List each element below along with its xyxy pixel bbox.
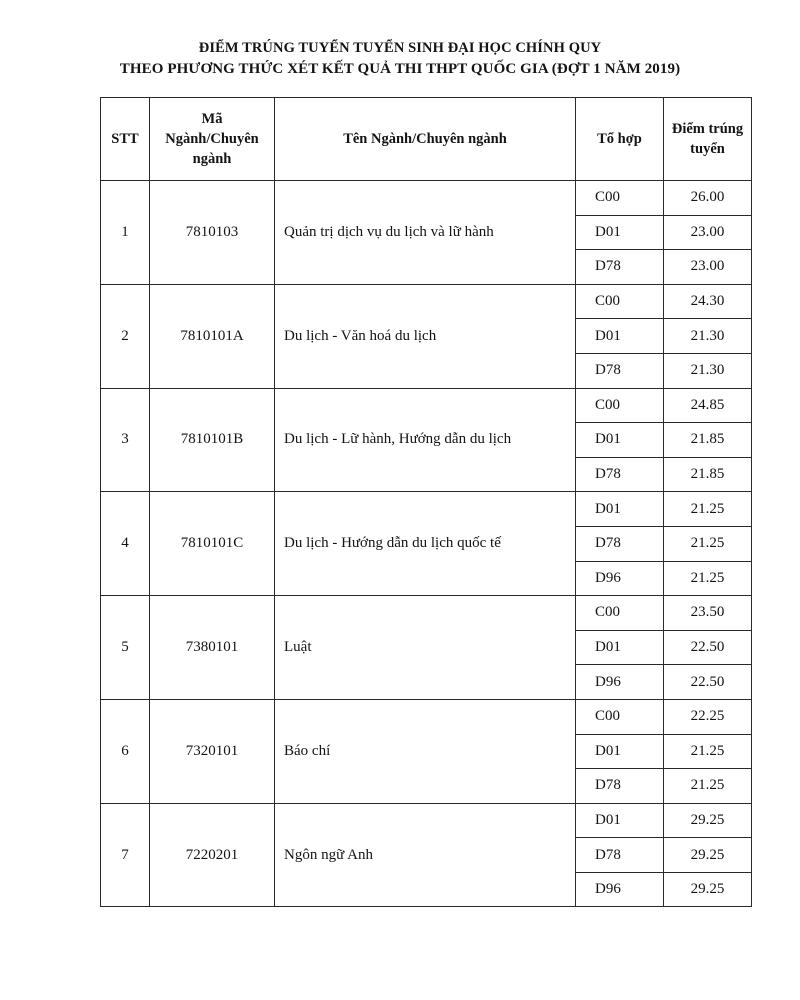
header-score-line1: Điểm trúng bbox=[671, 121, 744, 137]
program-code: 7320101 bbox=[150, 699, 275, 803]
subject-combination: D01 bbox=[576, 630, 664, 665]
table-row bbox=[101, 284, 752, 319]
admission-score: 21.30 bbox=[664, 353, 752, 388]
table-header-row bbox=[101, 98, 752, 181]
header-score bbox=[664, 98, 752, 181]
subject-combination: C00 bbox=[576, 181, 664, 216]
row-stt: 3 bbox=[101, 388, 150, 492]
table-row bbox=[101, 803, 752, 838]
header-code-line3: ngành bbox=[192, 151, 232, 167]
admission-score: 29.25 bbox=[664, 872, 752, 907]
row-stt: 7 bbox=[101, 803, 150, 907]
program-name: Du lịch - Hướng dẫn du lịch quốc tế bbox=[275, 492, 576, 596]
table-body bbox=[101, 181, 752, 907]
subject-combination: D01 bbox=[576, 319, 664, 354]
admission-score: 22.25 bbox=[664, 699, 752, 734]
table-row bbox=[101, 699, 752, 734]
admission-score: 24.85 bbox=[664, 388, 752, 423]
admission-score: 24.30 bbox=[664, 284, 752, 319]
row-stt: 6 bbox=[101, 699, 150, 803]
header-code bbox=[150, 98, 275, 181]
subject-combination: D96 bbox=[576, 872, 664, 907]
header-code-line1: Mã bbox=[201, 111, 223, 127]
program-name: Ngôn ngữ Anh bbox=[275, 803, 576, 907]
row-stt: 1 bbox=[101, 181, 150, 285]
header-code-line2: Ngành/Chuyên bbox=[165, 131, 259, 147]
subject-combination: D01 bbox=[576, 734, 664, 769]
table-row bbox=[101, 388, 752, 423]
program-code: 7810103 bbox=[150, 181, 275, 285]
subject-combination: D01 bbox=[576, 803, 664, 838]
admission-score: 21.85 bbox=[664, 423, 752, 458]
table-row bbox=[101, 596, 752, 631]
admission-score: 21.30 bbox=[664, 319, 752, 354]
admission-score: 21.25 bbox=[664, 769, 752, 804]
program-code: 7810101C bbox=[150, 492, 275, 596]
subject-combination: D78 bbox=[576, 457, 664, 492]
document-title-line2: THEO PHƯƠNG THỨC XÉT KẾT QUẢ THI THPT QUỐC GIA (ĐỢT 1 NĂM 2019) bbox=[119, 61, 681, 77]
admission-score: 21.25 bbox=[664, 526, 752, 561]
header-score-line2: tuyển bbox=[690, 141, 725, 157]
subject-combination: D78 bbox=[576, 526, 664, 561]
subject-combination: D01 bbox=[576, 492, 664, 527]
admission-score: 21.25 bbox=[664, 734, 752, 769]
admission-score: 29.25 bbox=[664, 803, 752, 838]
table-row bbox=[101, 181, 752, 216]
admission-score: 21.85 bbox=[664, 457, 752, 492]
program-name: Du lịch - Lữ hành, Hướng dẫn du lịch bbox=[275, 388, 576, 492]
admission-scores-table bbox=[100, 97, 752, 907]
subject-combination: D78 bbox=[576, 250, 664, 285]
admission-score: 26.00 bbox=[664, 181, 752, 216]
admission-score: 23.00 bbox=[664, 215, 752, 250]
program-code: 7220201 bbox=[150, 803, 275, 907]
header-name: Tên Ngành/Chuyên ngành bbox=[275, 98, 576, 181]
admission-score: 21.25 bbox=[664, 561, 752, 596]
document-title-line1: ĐIỂM TRÚNG TUYỂN TUYỂN SINH ĐẠI HỌC CHÍNH QUY bbox=[198, 40, 602, 56]
admission-score: 22.50 bbox=[664, 665, 752, 700]
admission-score: 23.50 bbox=[664, 596, 752, 631]
admission-score: 23.00 bbox=[664, 250, 752, 285]
header-combo: Tổ hợp bbox=[576, 98, 664, 181]
subject-combination: D96 bbox=[576, 665, 664, 700]
program-code: 7810101B bbox=[150, 388, 275, 492]
table-row bbox=[101, 492, 752, 527]
row-stt: 4 bbox=[101, 492, 150, 596]
subject-combination: D78 bbox=[576, 353, 664, 388]
subject-combination: C00 bbox=[576, 388, 664, 423]
program-name: Báo chí bbox=[275, 699, 576, 803]
subject-combination: C00 bbox=[576, 284, 664, 319]
row-stt: 5 bbox=[101, 596, 150, 700]
subject-combination: D78 bbox=[576, 769, 664, 804]
row-stt: 2 bbox=[101, 284, 150, 388]
admission-score: 29.25 bbox=[664, 838, 752, 873]
admission-score: 21.25 bbox=[664, 492, 752, 527]
subject-combination: D78 bbox=[576, 838, 664, 873]
admission-score: 22.50 bbox=[664, 630, 752, 665]
program-name: Quản trị dịch vụ du lịch và lữ hành bbox=[275, 181, 576, 285]
subject-combination: D96 bbox=[576, 561, 664, 596]
subject-combination: C00 bbox=[576, 699, 664, 734]
subject-combination: C00 bbox=[576, 596, 664, 631]
program-name: Du lịch - Văn hoá du lịch bbox=[275, 284, 576, 388]
program-code: 7380101 bbox=[150, 596, 275, 700]
subject-combination: D01 bbox=[576, 215, 664, 250]
program-code: 7810101A bbox=[150, 284, 275, 388]
program-name: Luật bbox=[275, 596, 576, 700]
subject-combination: D01 bbox=[576, 423, 664, 458]
header-stt: STT bbox=[101, 98, 150, 181]
